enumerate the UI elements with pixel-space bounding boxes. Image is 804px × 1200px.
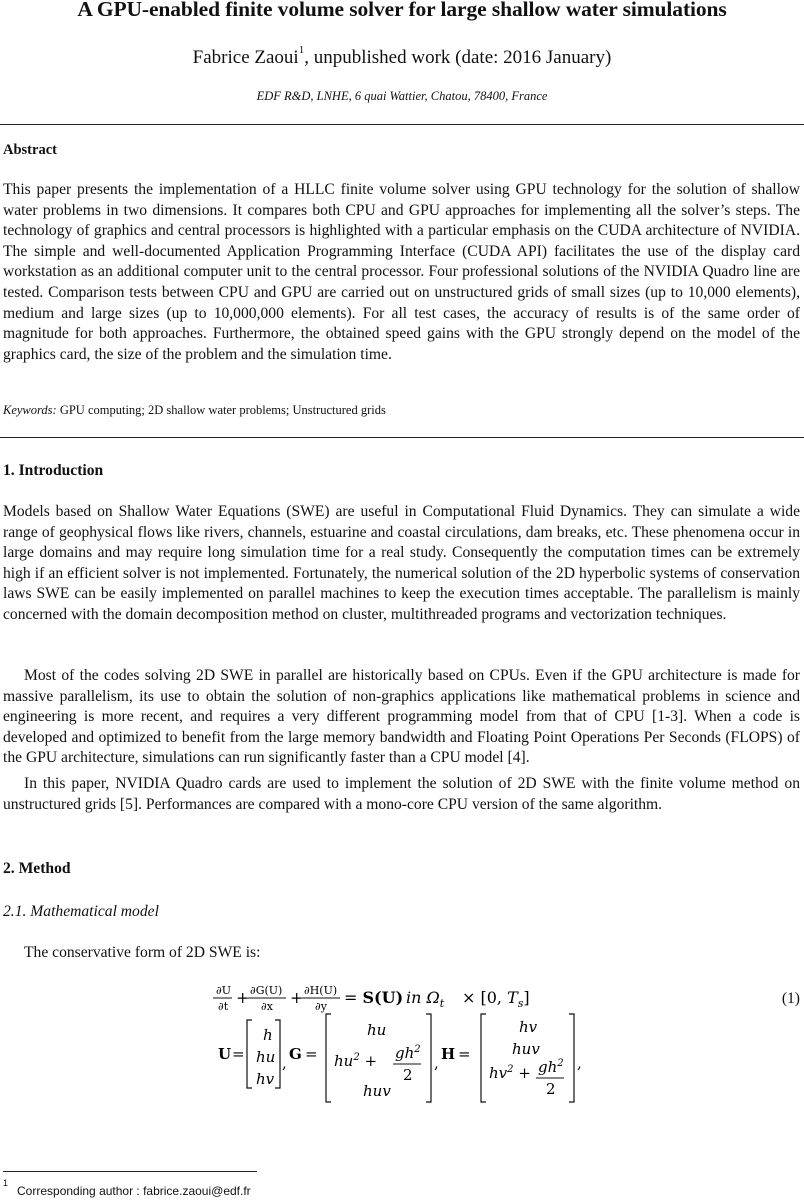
svg-text:=: = bbox=[458, 1045, 471, 1063]
svg-text:∂H(U): ∂H(U) bbox=[304, 984, 338, 997]
svg-text:U: U bbox=[218, 1045, 232, 1063]
svg-text:hu: hu bbox=[256, 1048, 276, 1066]
svg-text:huv: huv bbox=[512, 1040, 540, 1058]
intro-paragraph-3: In this paper, NVIDIA Quadro cards are used to implement the solution of 2D SWE with the finite volume method on unstructured grids [5]. Performances are compared with a mono-core CPU version of the same algorithm. bbox=[3, 775, 800, 813]
intro-paragraph-2: Most of the codes solving 2D SWE in parallel are historically based on CPUs. Even if the GPU architecture is made for massive parallelism, its use to obtain the solution of non-graphics applications like mathematical problems in science and engineering is more recent, and requires a very different programming model from that of CPU [1-3]. When a code is developed and optimized to benefit from the large memory bandwidth and Floating Point Operations Per Seconds (FLOPS) of the GPU architecture, simulations can run significantly faster than a CPU model [4]. bbox=[3, 667, 800, 767]
footnote-rule bbox=[3, 1171, 257, 1172]
svg-text:gh2: $gh^2$ bbox=[538, 1058, 564, 1076]
intro-paragraph-1: Models based on Shallow Water Equations (SWE) are useful in Computational Fluid Dynamics. They can simulate a wide range of geophysical flows like rivers, channels, estuarine and coastal circulations, dam breaks, etc. These phenomena occur in large domains and may require long simulation time for a real study. Consequently the computation times can be extremely high if an efficient solver is not implemented. Fortunately, the numerical solution of the 2D hyperbolic systems of conservation laws SWE can be easily implemented on parallel machines to keep the execution times acceptable. The parallelism is mainly concerned with the domain decomposition method on cluster, multithreaded programs and vectorization techniques. bbox=[3, 503, 800, 623]
svg-text:,: , bbox=[434, 1054, 439, 1072]
swe-equation bbox=[200, 980, 620, 1110]
svg-text:,: , bbox=[282, 1054, 287, 1072]
abstract-heading: Abstract bbox=[3, 142, 57, 158]
equation-line-1 bbox=[213, 984, 530, 1013]
svg-text:=: = bbox=[305, 1045, 318, 1063]
author-footnote-mark: 1 bbox=[298, 44, 305, 56]
svg-text:∂y: ∂y bbox=[315, 1000, 327, 1013]
affiliation: EDF R&D, LNHE, 6 quai Wattier, Chatou, 78400, France bbox=[256, 89, 548, 103]
svg-text:2: 2 bbox=[546, 1080, 556, 1098]
svg-text:hu2 +: $hu^2$ + bbox=[334, 1052, 378, 1070]
equation-number: (1) bbox=[781, 990, 800, 1007]
svg-text:G: G bbox=[289, 1045, 302, 1063]
svg-text:× [0, Ts]: × [0, $T_s$] bbox=[462, 988, 530, 1010]
author-line bbox=[0, 44, 804, 69]
subsection-heading-mathematical-model: 2.1. Mathematical model bbox=[3, 903, 159, 920]
section-heading-method: 2. Method bbox=[3, 860, 71, 877]
svg-text:hv2 +: $hv^2$ + bbox=[489, 1064, 531, 1082]
svg-text:∂U: ∂U bbox=[216, 984, 231, 997]
keywords-line bbox=[3, 403, 386, 418]
svg-text:H: H bbox=[441, 1045, 456, 1063]
author-name: Fabrice Zaoui bbox=[192, 47, 299, 68]
equation-line-2 bbox=[218, 1014, 582, 1102]
top-rule bbox=[0, 124, 804, 125]
svg-text:hv: hv bbox=[256, 1070, 275, 1088]
footnote-text: Corresponding author : fabrice.zaoui@edf.fr bbox=[17, 1184, 251, 1198]
equation-intro: The conservative form of 2D SWE is: bbox=[24, 944, 261, 961]
author-note: , unpublished work (date: 2016 January) bbox=[304, 47, 612, 68]
paper-title: A GPU-enabled finite volume solver for large shallow water simulations bbox=[77, 0, 727, 21]
svg-text:∂x: ∂x bbox=[261, 1000, 273, 1013]
svg-text:+: + bbox=[236, 988, 250, 1007]
svg-text:2: 2 bbox=[403, 1066, 413, 1084]
svg-text:∂t: ∂t bbox=[218, 1000, 229, 1013]
section-heading-introduction: 1. Introduction bbox=[3, 462, 104, 479]
svg-text:huv: huv bbox=[363, 1082, 391, 1100]
svg-text:=: = bbox=[232, 1045, 245, 1063]
footnote-mark: 1 bbox=[3, 1178, 9, 1188]
abstract-bottom-rule bbox=[0, 437, 804, 438]
svg-text:in Ωt: in $\Omega_t$ bbox=[406, 988, 445, 1010]
svg-text:hu: hu bbox=[367, 1021, 387, 1039]
keywords-list: GPU computing; 2D shallow water problems; Unstructured grids bbox=[56, 403, 386, 417]
abstract-text: This paper presents the implementation of a HLLC finite volume solver using GPU technology for the solution of shallow water problems in two dimensions. It compares both CPU and GPU approaches for implementing all the solver’s steps. The technology of graphics and central processors is highlighted with a particular emphasis on the CUDA architecture of NVIDIA. The simple and well-documented Application Programming Interface (CUDA API) facilitates the use of the display card workstation as an additional computer unit to the central processor. Four professional solutions of the NVIDIA Quadro line are tested. Comparison tests between CPU and GPU are carried out on unstructured grids of small sizes (up to 10,000 elements), medium and large sizes (up to 10,000,000 elements). For all test cases, the accuracy of results is of the same order of magnitude for both approaches. Furthermore, the obtained speed gains with the GPU strongly depend on the model of the graphics card, the size of the problem and the simulation time. bbox=[3, 181, 800, 363]
keywords-label: Keywords: bbox=[3, 403, 57, 417]
footnote bbox=[3, 1178, 251, 1198]
svg-text:gh2: $gh^2$ bbox=[395, 1044, 421, 1062]
svg-text:= S(U): = S(U) bbox=[344, 988, 404, 1007]
svg-text:hv: hv bbox=[519, 1018, 538, 1036]
svg-text:h: h bbox=[263, 1026, 273, 1044]
svg-text:+: + bbox=[290, 988, 304, 1007]
svg-text:,: , bbox=[577, 1054, 582, 1072]
svg-text:∂G(U): ∂G(U) bbox=[250, 984, 283, 997]
